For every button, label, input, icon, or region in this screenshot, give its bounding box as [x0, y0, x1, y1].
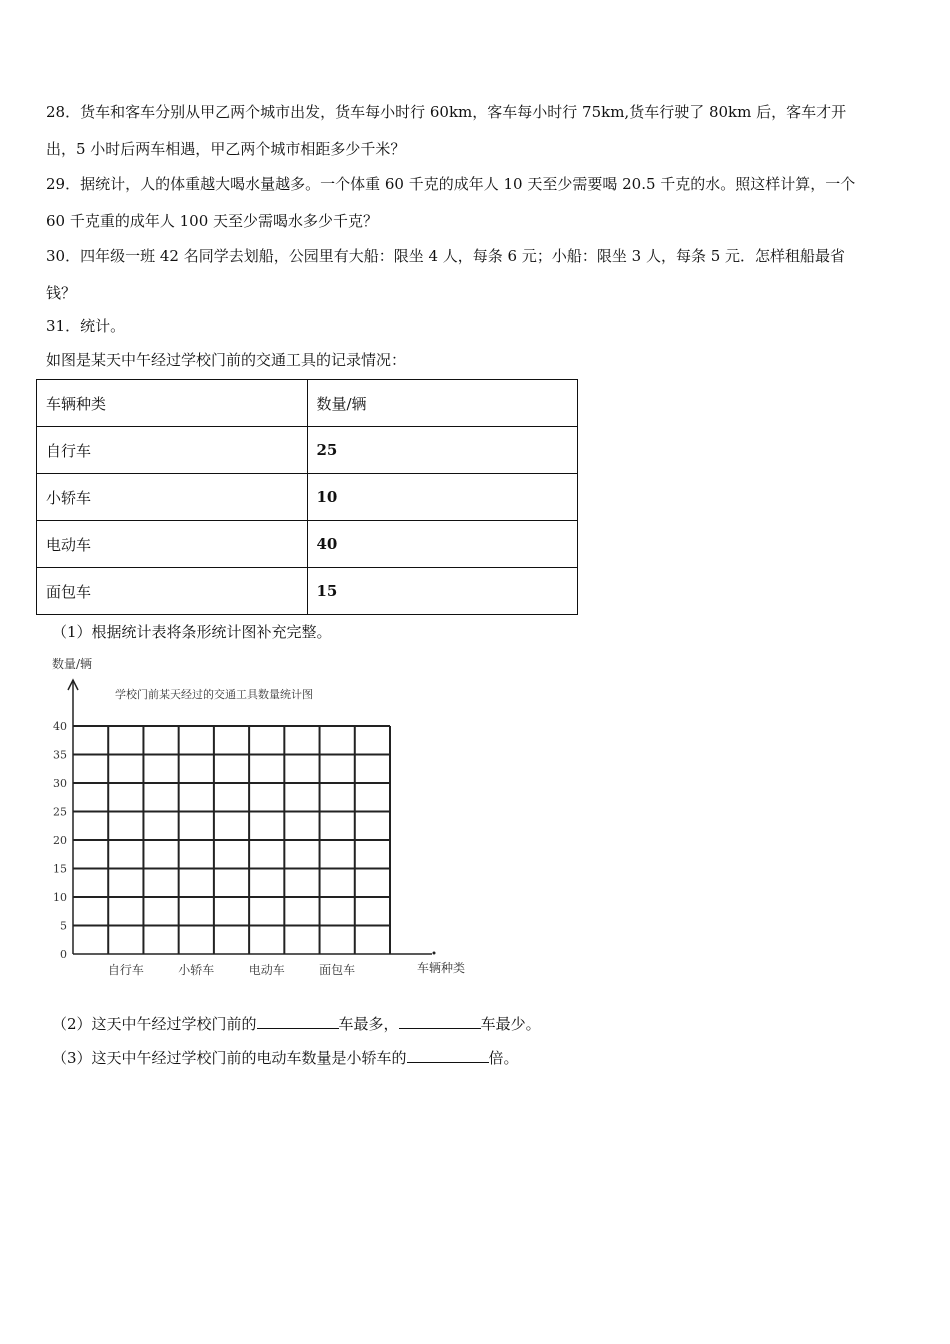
y-tick-label: 0: [60, 948, 67, 961]
x-category-label: 面包车: [319, 963, 356, 977]
q30-line2: 钱？: [46, 284, 77, 302]
chart-y-axis-label: 数量/辆: [52, 657, 93, 671]
chart-categories: [108, 962, 355, 977]
answer-blank-most[interactable]: [257, 1014, 339, 1029]
part3-suffix: 倍。: [488, 1049, 519, 1067]
chart-title: 学校门前某天经过的交通工具数量统计图: [115, 688, 313, 701]
y-tick-label: 35: [53, 748, 67, 762]
part1-instruction: （1）根据统计表将条形统计图补充完整。: [52, 623, 332, 641]
table-header-count: 数量/辆: [307, 380, 578, 427]
y-tick-label: 15: [53, 862, 67, 876]
statistics-table: [36, 379, 578, 615]
y-tick-label: 10: [53, 891, 67, 904]
table-cell-count: 40: [307, 521, 578, 568]
chart-axes: [68, 680, 436, 955]
part2-prefix: （2）这天中午经过学校门前的: [52, 1015, 257, 1033]
part3-prefix: （3）这天中午经过学校门前的电动车数量是小轿车的: [52, 1049, 407, 1067]
table-cell-count: 10: [307, 474, 578, 521]
q28-line2: 出，5 小时后两车相遇，甲乙两个城市相距多少千米？: [46, 140, 406, 158]
table-row: [37, 568, 578, 615]
part2-suffix: 车最少。: [480, 1015, 541, 1033]
bar-chart: [40, 652, 480, 984]
q28-line1: 28．货车和客车分别从甲乙两个城市出发，货车每小时行 60km，客车每小时行 75km,货车行驶了 80km 后，客车才开: [46, 103, 847, 121]
table-cell-type: 小轿车: [37, 474, 308, 521]
table-cell-type: 自行车: [37, 427, 308, 474]
answer-blank-least[interactable]: [399, 1014, 481, 1029]
q29-line1: 29．据统计，人的体重越大喝水量越多。一个体重 60 千克的成年人 10 天至少需要喝 20.5 千克的水。照这样计算，一个: [46, 175, 856, 193]
part2-middle: 车最多，: [338, 1015, 399, 1033]
table-row: [37, 427, 578, 474]
part2-question: [52, 1014, 541, 1034]
y-tick-label: 5: [60, 919, 67, 933]
table-row: [37, 474, 578, 521]
x-category-label: 自行车: [107, 963, 144, 977]
table-cell-count: 15: [307, 568, 578, 615]
x-category-label: 小轿车: [178, 963, 215, 977]
x-axis-end-mark: [433, 952, 436, 955]
table-header-type: 车辆种类: [37, 380, 308, 427]
table-cell-type: 电动车: [37, 521, 308, 568]
chart-x-axis-label: 车辆种类: [417, 961, 466, 975]
q31-intro: 如图是某天中午经过学校门前的交通工具的记录情况：: [46, 351, 407, 369]
answer-blank-times[interactable]: [407, 1048, 489, 1063]
table-cell-count: 25: [307, 427, 578, 474]
table-header-row: [37, 380, 578, 427]
y-tick-label: 30: [53, 777, 67, 790]
chart-ticks: [53, 720, 67, 961]
x-category-label: 电动车: [248, 963, 285, 977]
q31-title: 31．统计。: [46, 317, 126, 335]
table-cell-type: 面包车: [37, 568, 308, 615]
y-tick-label: 25: [53, 805, 67, 819]
y-tick-label: 40: [53, 720, 67, 733]
q30-line1: 30．四年级一班 42 名同学去划船，公园里有大船：限坐 4 人，每条 6 元；小船：限坐 3 人，每条 5 元．怎样租船最省: [46, 247, 846, 265]
y-tick-label: 20: [53, 834, 67, 847]
table-row: [37, 521, 578, 568]
part3-question: [52, 1048, 519, 1068]
q29-line2: 60 千克重的成年人 100 天至少需喝水多少千克？: [46, 212, 379, 230]
chart-grid: [73, 726, 390, 954]
